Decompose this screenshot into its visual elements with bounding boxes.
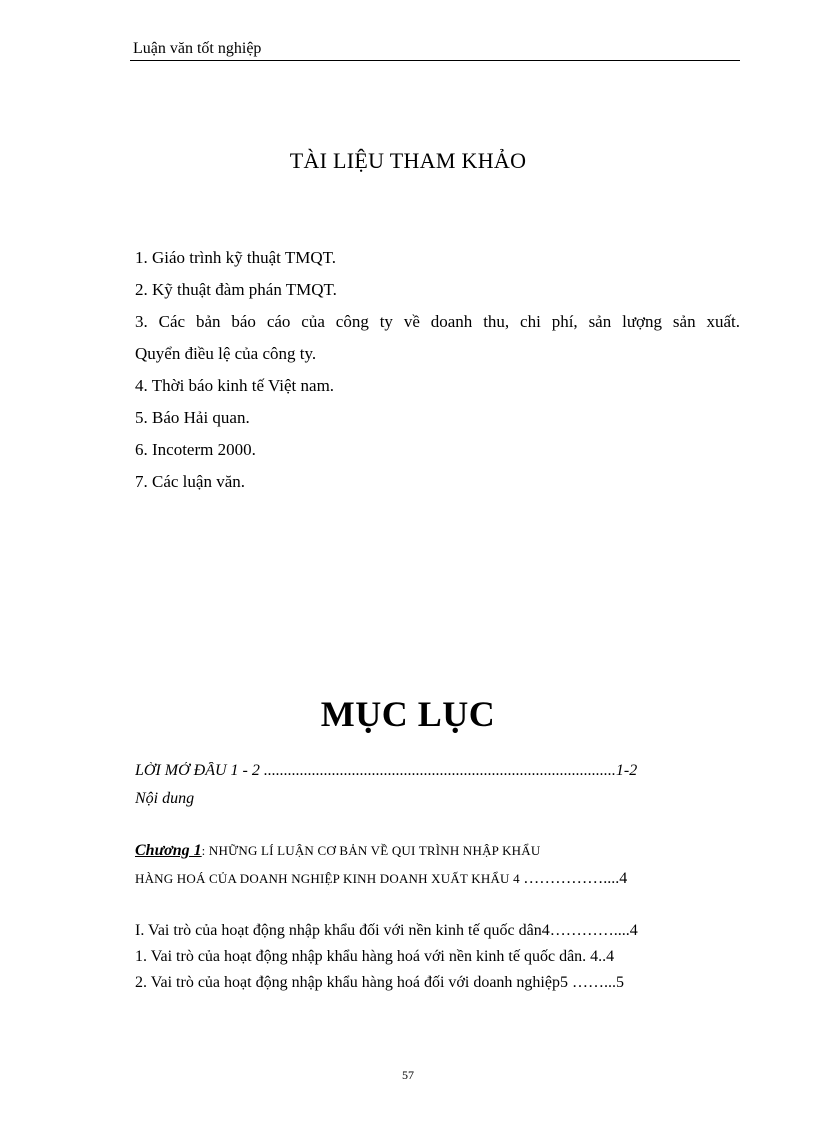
toc-entry: 1. Vai trò của hoạt động nhập khẩu hàng hoá với nền kinh tế quốc dân. 4..4 bbox=[135, 948, 615, 965]
page-header bbox=[130, 40, 740, 61]
references-list bbox=[135, 242, 740, 498]
reference-item: 3. Các bản báo cáo của công ty về doanh thu, chi phí, sản lượng sản xuất. bbox=[135, 312, 740, 331]
page-number: 57 bbox=[402, 1068, 414, 1082]
toc-chapter-1-line1 bbox=[135, 842, 720, 860]
reference-item: 2. Kỹ thuật đàm phán TMQT. bbox=[135, 280, 337, 299]
toc-entry: 2. Vai trò của hoạt động nhập khẩu hàng hoá đối với doanh nghiệp5 ……...5 bbox=[135, 974, 624, 991]
header-text: Luận văn tốt nghiệp bbox=[133, 40, 262, 57]
toc-chapter-1-line2 bbox=[135, 870, 720, 888]
chapter-title-cont: HÀNG HOÁ CỦA DOANH NGHIỆP KINH DOANH XUẤT KHẨU 4 bbox=[135, 871, 524, 886]
reference-item: 5. Báo Hải quan. bbox=[135, 408, 250, 427]
chapter-page-leader: ……………....4 bbox=[523, 870, 628, 887]
toc-intro: LỜI MỞ ĐẦU 1 - 2 ........................................................................................1-2 bbox=[135, 762, 638, 779]
toc-entry: I. Vai trò của hoạt động nhập khẩu đối với nền kinh tế quốc dân4…………....4 bbox=[135, 922, 638, 939]
toc-content-label: Nội dung bbox=[135, 790, 195, 807]
chapter-label: Chương 1 bbox=[135, 842, 202, 859]
reference-item: 4. Thời báo kinh tế Việt nam. bbox=[135, 376, 335, 395]
references-title: TÀI LIỆU THAM KHẢO bbox=[289, 148, 527, 173]
chapter-title: : NHỮNG LÍ LUẬN CƠ BẢN VỀ QUI TRÌNH NHẬP KHẨU bbox=[201, 843, 541, 858]
toc-title: MỤC LỤC bbox=[320, 694, 496, 734]
reference-item-continuation: Quyển điều lệ của công ty. bbox=[135, 344, 317, 363]
reference-item: 1. Giáo trình kỹ thuật TMQT. bbox=[135, 248, 336, 267]
reference-item: 6. Incoterm 2000. bbox=[135, 440, 256, 459]
reference-item: 7. Các luận văn. bbox=[135, 472, 245, 491]
